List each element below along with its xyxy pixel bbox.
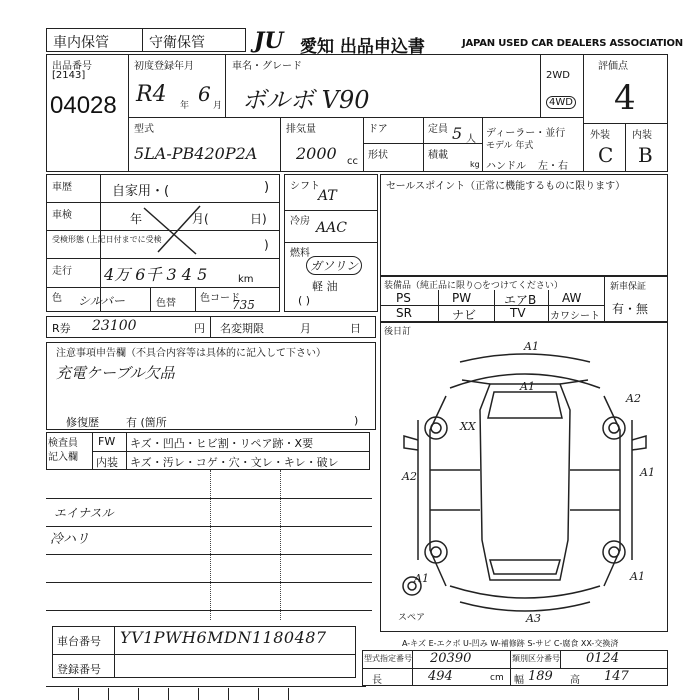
width-value: 189: [528, 669, 553, 684]
mileage-value: 4万 6千 3 4 5: [104, 265, 208, 284]
recycle-value: 23100: [92, 318, 137, 334]
color-code-value: 735: [232, 298, 255, 312]
fw-label: FW: [98, 435, 116, 448]
color-change-label: 色替: [156, 298, 176, 309]
interior-check-label: 内装: [96, 456, 118, 469]
warranty-value: 有・無: [612, 302, 649, 316]
damage-mark-right-rear: A1: [630, 570, 645, 583]
damage-mark-left-door: A2: [402, 470, 417, 483]
registration-month: 6: [198, 82, 211, 106]
registration-year: R4: [136, 82, 167, 107]
sales-point-label: セールスポイント（正常に機能するものに限ります）: [386, 181, 626, 192]
score-value: 4: [614, 78, 636, 118]
fuel-paren: ( ): [298, 294, 311, 307]
inspector-label: 検査員 記入欄: [48, 438, 78, 463]
ac-value: AAC: [316, 220, 347, 236]
storage-box: [46, 28, 246, 52]
model-label: 型式: [134, 124, 154, 135]
damage-legend: A-キズ E-エクボ U-凹み W-補修跡 S-サビ C-腐食 XX-交換済: [402, 639, 619, 648]
width-label: 幅: [514, 675, 524, 686]
notes-label: 注意事項申告欄（不具合内容等は具体的に記入して下さい）: [56, 348, 326, 359]
approval-label: 型式指定番号: [364, 654, 412, 663]
damage-mark-right-door: A1: [640, 466, 655, 479]
fw-items: キズ・凹凸・ヒビ割・リペア跡・X要: [130, 437, 314, 450]
inspector-grid: [46, 470, 372, 620]
usage-label: 車歴: [52, 182, 72, 193]
category-label: 類別区分番号: [512, 654, 560, 663]
damage-mark-rear-bumper: A3: [526, 612, 541, 625]
equip-navi: ナビ: [452, 308, 477, 322]
capacity-label: 定員: [428, 124, 448, 135]
storage-right-label: 守衛保管: [149, 35, 205, 51]
equipment-label: 装備品（純正品に限り○をつけてください）: [384, 281, 563, 291]
equip-sr: SR: [396, 306, 412, 320]
storage-left-label: 車内保管: [53, 35, 109, 51]
recycle-label: R券: [52, 322, 71, 335]
shift-value: AT: [318, 188, 337, 204]
exterior-label: 外装: [590, 130, 610, 141]
equip-leather: カワシート: [550, 311, 600, 322]
dealer-label: ディーラー・並行: [486, 128, 566, 139]
equip-aw: AW: [562, 291, 582, 305]
damage-mark-hood: A1: [520, 380, 535, 393]
interior-label: 内装: [632, 130, 652, 141]
model-year-label: モデル 年式: [486, 141, 534, 151]
bottom-row-stub: [50, 688, 370, 700]
ac-label: 冷房: [290, 216, 310, 227]
equip-airbag: エアB: [504, 293, 537, 307]
length-label: 長: [372, 675, 382, 686]
color-label: 色: [52, 293, 62, 304]
model-value: 5LA-PB420P2A: [134, 144, 258, 163]
deadline-label: 名変期限: [220, 322, 264, 335]
interior-items: キズ・汚レ・コゲ・穴・文レ・キレ・破レ: [130, 456, 339, 469]
capacity-value: 5: [452, 124, 463, 143]
registration-label: 初度登録年月: [134, 61, 194, 72]
equip-ps: PS: [396, 291, 411, 305]
chassis-number: YV1PWH6MDN1180487: [120, 628, 327, 647]
ju-logo: JU: [254, 28, 284, 54]
handle-label: ハンドル: [486, 161, 526, 172]
lot-number: 04028: [50, 92, 117, 119]
category-value: 0124: [586, 651, 620, 666]
shift-label: シフト: [290, 181, 320, 192]
drive-2wd: 2WD: [546, 70, 570, 81]
receipt-label: 受検形態 (上記日付までに受検: [52, 235, 162, 244]
association-name: JAPAN USED CAR DEALERS ASSOCIATION: [462, 38, 683, 49]
repair-value: 有 (箇所: [126, 416, 167, 429]
height-value: 147: [604, 669, 629, 684]
lot-label: 出品番号: [52, 61, 92, 72]
car-name-value: ボルボ V90: [242, 86, 370, 114]
warranty-label: 新車保証: [610, 282, 647, 292]
damage-mark-left-rear: A1: [414, 572, 429, 585]
inspector-note-1: エイナスル: [54, 506, 114, 520]
drive-4wd: 4WD: [546, 96, 576, 109]
displacement-value: 2000: [296, 144, 337, 163]
fuel-other: 軽 油: [312, 280, 338, 293]
equip-tv: TV: [510, 306, 526, 320]
usage-value: 自家用・(: [112, 184, 170, 199]
shape-label: 形状: [368, 150, 388, 161]
doors-label: ドア: [368, 124, 388, 135]
damage-mark-exchanged: XX: [460, 420, 476, 433]
handle-value: 左・右: [538, 161, 568, 172]
damage-mark-right-fender: A2: [626, 392, 641, 405]
lot-sub: [2143]: [52, 70, 86, 81]
chassis-label: 車台番号: [57, 635, 101, 648]
exterior-score: C: [598, 143, 614, 167]
damage-mark-front: A1: [524, 340, 539, 353]
displacement-label: 排気量: [286, 124, 316, 135]
equip-pw: PW: [452, 291, 472, 305]
inspection-cross-icon: [140, 204, 210, 256]
spare-label: スペア: [398, 613, 426, 623]
sheet-title: 愛知 出品申込書: [300, 37, 425, 57]
height-label: 高: [570, 675, 580, 686]
repair-label: 修復歴: [66, 416, 99, 429]
fuel-value: ガソリン: [306, 256, 362, 275]
inspection-label: 車検: [52, 210, 72, 221]
approval-value: 20390: [430, 651, 472, 666]
fuel-label: 燃料: [290, 248, 310, 259]
notes-value: 充電ケーブル欠品: [56, 364, 175, 382]
mileage-label: 走行: [52, 266, 72, 277]
inspector-note-2: 冷ハリ: [50, 532, 90, 547]
auction-sheet: 車内保管 守衛保管 JU 愛知 出品申込書 JAPAN USED CAR DEALERS ASSOCIATION 出品番号 [2143] 04028 初度登録年月 R4 年 6 月 車名・グレード ボルボ V90 2WD 4WD 評価点 4 外装 内装 C B 型式 5LA-PB420P2A 排気量 2000 cc ドア 形状 定員 5 人 積載 kg ディーラー・並行 モデル 年式 ハンドル 左・右 車歴 自家用・( ) 車検 年 月( 日) 受検形態 (上記日付までに受検 ) 走行 4万 6千 3 4 5 km 色 シルバー 色替 色コード 735 シフト AT 冷房 AAC 燃料 ガソリン 軽 油 ( ) セールスポイント（正常に機能するものに限ります） 装備品（純正品に限り○をつけてください） PS PW エアB AW SR ナビ TV カワシート 新車保証 有・無 R券 23100 円 名変期限 月 日 注意事項申告欄（不具合内容等は具体的に記入して下さい） 充電ケーブル欠品 修復歴 有 (箇所 ) 検査員 記入欄 FW キズ・凹凸・ヒビ割・リペア跡・X要 内装 キズ・汚レ・コゲ・穴・文レ・キレ・破レ エイナスル 冷ハリ 車台番号 YV1PWH6MDN1180487 登録番号 後日訂 A1 A1 A2 XX A2 A1 A1 A1 A3 スペア A-キズ E-エクボ U-凹み W-補修跡 S-サビ C-腐食 XX-交換済 型式指定番号 20390 類別区分番号 0124 長 494 cm 幅 189 高 147: [0, 0, 700, 700]
length-value: 494: [428, 669, 453, 684]
interior-score: B: [638, 143, 653, 167]
color-code-label: 色コード: [200, 293, 240, 304]
reg-number-label: 登録番号: [57, 663, 101, 676]
load-label: 積載: [428, 150, 448, 161]
color-value: シルバー: [78, 294, 125, 308]
car-name-label: 車名・グレード: [232, 61, 302, 72]
score-label: 評価点: [598, 61, 628, 72]
